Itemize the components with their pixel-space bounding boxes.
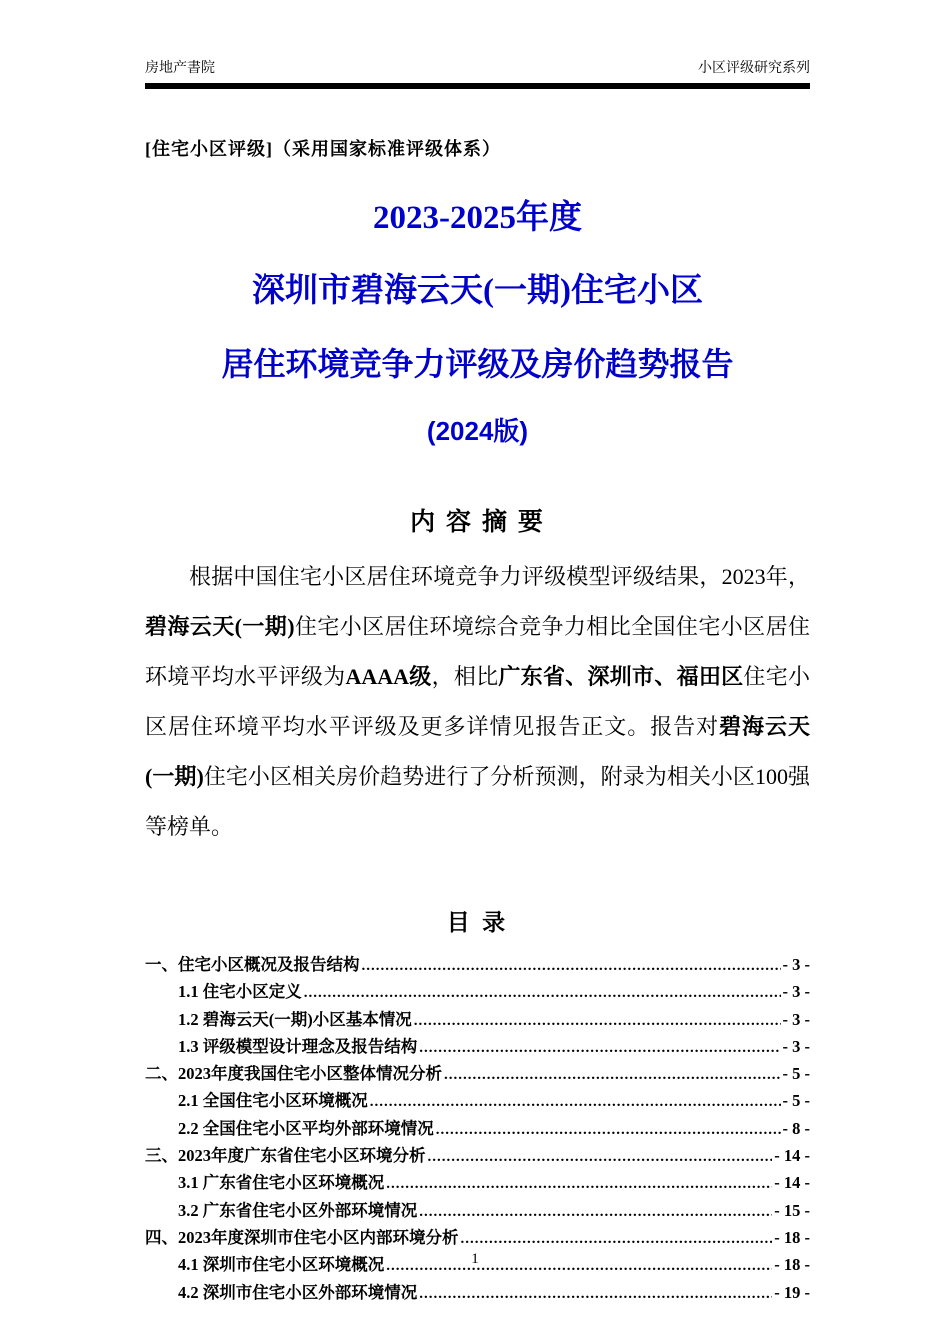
title-edition-line: (2024版) [426, 416, 529, 446]
header-rule [145, 83, 810, 89]
page-header [145, 60, 810, 78]
toc-page-number: - 3 - [782, 982, 810, 1002]
summary-text-run: AAAA级 [345, 664, 432, 689]
toc-leader [444, 1064, 781, 1084]
summary-text-run: ，相比 [431, 664, 499, 689]
toc-entry-label: 3.1 广东省住宅小区环境概况 [178, 1173, 385, 1193]
summary-text-run: 住宅小区相关房价趋势进行了分析预测，附录为相关小区100强等榜单。 [145, 764, 810, 839]
toc-heading: 目 录 [446, 909, 509, 935]
summary-text-run: 碧海云天(一期) [145, 714, 810, 789]
toc-entry[interactable] [145, 951, 810, 978]
toc-page-number: - 19 - [774, 1282, 810, 1302]
toc-entry[interactable] [145, 1224, 810, 1251]
toc-leader [436, 1119, 781, 1139]
title-estate-line: 深圳市碧海云天(一期)住宅小区 [252, 273, 703, 309]
summary-text-run: 住宅小区居住环境平均水平评级及更多详情见报告正文。报告对 [145, 664, 810, 739]
toc-leader [362, 955, 781, 975]
toc-entry[interactable] [145, 1279, 810, 1306]
toc-page-number: - 8 - [782, 1118, 810, 1138]
page-number: 1 [471, 1251, 479, 1267]
toc-leader [419, 1283, 772, 1303]
rating-type-line: [住宅小区评级]（采用国家标准评级体系） [145, 139, 501, 159]
toc-page-number: - 14 - [774, 1173, 810, 1193]
toc-entry-label: 2.1 全国住宅小区环境概况 [178, 1091, 368, 1111]
summary-text-run: 根据中国住宅小区居住环境竞争力评级模型评级结果，2023年， [189, 564, 810, 589]
title-year-line: 2023-2025年度 [373, 200, 582, 236]
toc-entry-label: 1.3 评级模型设计理念及报告结构 [178, 1036, 418, 1056]
toc-entry-label: 三、2023年度广东省住宅小区环境分析 [145, 1146, 426, 1166]
toc-leader [414, 1010, 781, 1030]
summary-text-run: 广东省、深圳市、福田区 [498, 664, 744, 689]
toc-entry[interactable] [145, 1060, 810, 1087]
toc-entry-label: 3.2 广东省住宅小区外部环境情况 [178, 1200, 418, 1220]
toc-entry-label: 四、2023年度深圳市住宅小区内部环境分析 [145, 1227, 459, 1247]
toc-leader [386, 1173, 772, 1193]
toc-page-number: - 3 - [782, 1009, 810, 1029]
toc-page-number: - 5 - [782, 1064, 810, 1084]
series-name: 小区评级研究系列 [698, 61, 810, 76]
toc-entry-label: 一、住宅小区概况及报告结构 [145, 955, 360, 974]
title-subject-line: 居住环境竞争力评级及房价趋势报告 [221, 346, 734, 382]
toc-leader [370, 1091, 781, 1111]
toc-entry-label: 4.1 深圳市住宅小区环境概况 [178, 1255, 385, 1275]
report-title-block [145, 191, 810, 448]
toc-entry-label: 1.2 碧海云天(一期)小区基本情况 [178, 1009, 412, 1029]
toc-leader [461, 1228, 773, 1248]
summary-text-run: 碧海云天(一期) [145, 614, 295, 639]
toc-entry[interactable] [145, 1142, 810, 1169]
toc-entry[interactable] [145, 1033, 810, 1060]
toc-entry[interactable] [145, 1197, 810, 1224]
toc-entry-label: 1.1 住宅小区定义 [178, 982, 302, 1002]
toc-entry-label: 二、2023年度我国住宅小区整体情况分析 [145, 1064, 442, 1084]
toc-page-number: - 3 - [782, 955, 810, 974]
toc-page-number: - 14 - [774, 1146, 810, 1166]
toc-entry-label: 4.2 深圳市住宅小区外部环境情况 [178, 1282, 418, 1302]
toc-entry-label: 2.2 全国住宅小区平均外部环境情况 [178, 1118, 434, 1138]
toc-entry[interactable] [145, 1169, 810, 1196]
toc-page-number: - 15 - [774, 1200, 810, 1220]
toc-entry[interactable] [145, 1115, 810, 1142]
toc-page-number: - 5 - [782, 1091, 810, 1111]
summary-heading: 内 容 摘 要 [410, 508, 545, 536]
toc-page-number: - 18 - [774, 1227, 810, 1247]
toc-leader [428, 1146, 773, 1166]
toc-page-number: - 18 - [774, 1255, 810, 1275]
toc-page-number: - 3 - [782, 1036, 810, 1056]
toc-entry[interactable] [145, 1087, 810, 1114]
summary-paragraph [145, 552, 810, 852]
publisher-name: 房地产書院 [145, 61, 215, 76]
summary-text-run: 住宅小区居住环境综合竞争力相比全国住宅小区居住环境平均水平评级为 [145, 614, 810, 689]
toc-leader [304, 982, 781, 1002]
toc-entry[interactable] [145, 1006, 810, 1033]
toc-leader [419, 1037, 780, 1057]
toc-entry[interactable] [145, 978, 810, 1005]
toc-leader [419, 1201, 772, 1221]
